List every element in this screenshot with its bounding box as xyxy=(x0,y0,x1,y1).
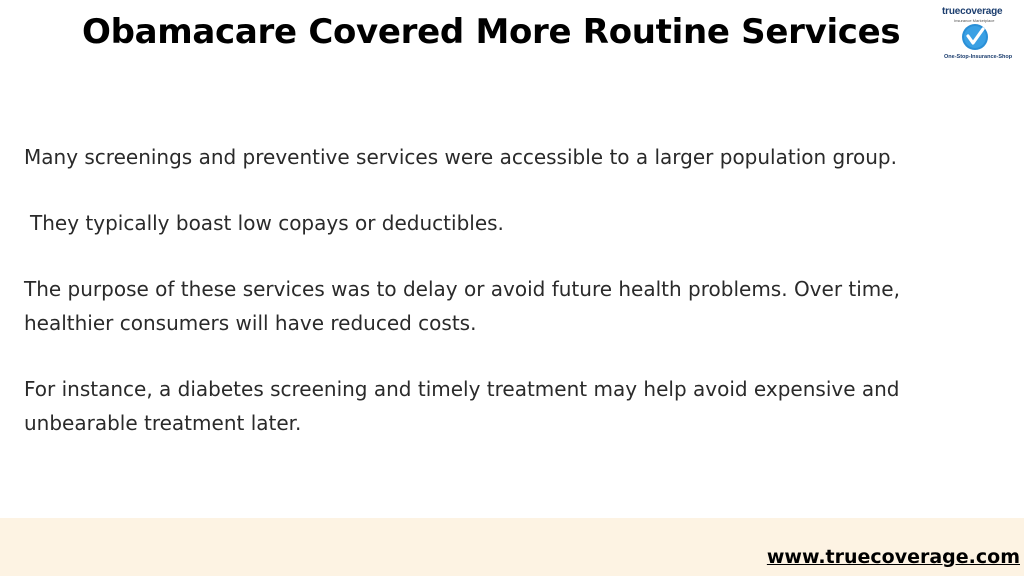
paragraph: For instance, a diabetes screening and timely treatment may help avoid expensive and unbearable treatment later. xyxy=(24,377,900,435)
website-link[interactable]: www.truecoverage.com xyxy=(766,546,1020,568)
logo-tagline: One-Stop-Insurance-Shop xyxy=(944,54,1013,60)
paragraph: Many screenings and preventive services were accessible to a larger population group. xyxy=(24,145,897,169)
truecoverage-logo[interactable] xyxy=(940,4,1016,62)
paragraph: They typically boast low copays or deductibles. xyxy=(30,211,504,235)
paragraph: The purpose of these services was to delay or avoid future health problems. Over time, healthier consumers will have reduced costs. xyxy=(24,277,900,335)
slide-title: Obamacare Covered More Routine Services xyxy=(82,12,901,52)
checkmark-badge-icon xyxy=(961,23,989,51)
slide-body xyxy=(24,140,984,472)
logo-brand-text: truecoverage xyxy=(942,6,1003,17)
logo-subtitle: Insurance Marketplace xyxy=(954,18,995,23)
